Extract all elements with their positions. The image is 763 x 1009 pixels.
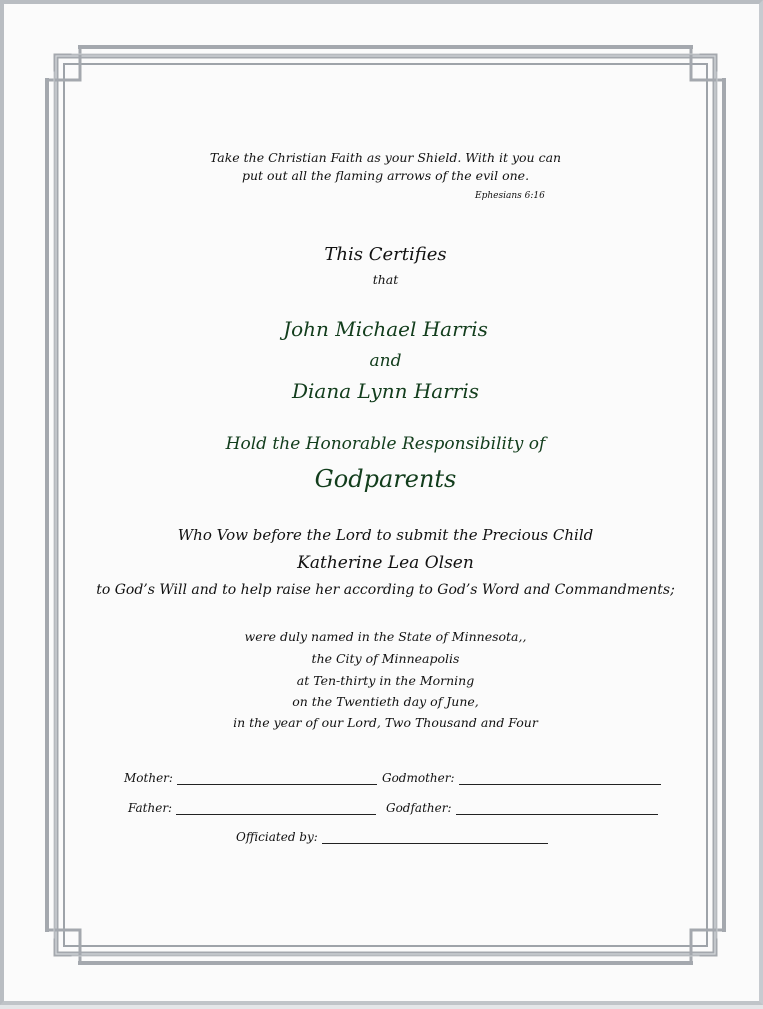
godparent-name-2: Diana Lynn Harris <box>291 379 479 403</box>
child-name: Katherine Lea Olsen <box>297 553 474 573</box>
verse-citation: Ephesians 6:16 <box>475 191 545 201</box>
mother-label: Mother: <box>124 771 173 785</box>
detail-city: the City of Minneapolis <box>311 651 460 666</box>
godmother-signature-line <box>459 772 661 785</box>
father-signature <box>128 801 376 815</box>
godfather-label: Godfather: <box>386 801 452 815</box>
vow-line-1: Who Vow before the Lord to submit the Precious Child <box>177 526 594 544</box>
officiant-signature-line <box>322 831 548 844</box>
certifies-that: that <box>372 272 399 287</box>
detail-time: at Ten-thirty in the Morning <box>296 673 475 688</box>
godmother-signature <box>382 771 661 785</box>
verse-line-2: put out all the flaming arrows of the evil one. <box>241 168 530 183</box>
godfather-signature <box>386 801 658 815</box>
certifies-heading: This Certifies <box>324 244 447 265</box>
detail-year: in the year of our Lord, Two Thousand and Four <box>233 715 538 730</box>
detail-state: were duly named in the State of Minnesota,, <box>244 629 527 644</box>
godparent-name-1: John Michael Harris <box>283 317 488 341</box>
officiant-signature <box>236 830 548 844</box>
godmother-label: Godmother: <box>382 771 455 785</box>
mother-signature <box>124 771 377 785</box>
vow-line-2: to God’s Will and to help raise her according to God’s Word and Commandments; <box>96 582 675 598</box>
godparents-title: Godparents <box>314 465 457 493</box>
godfather-signature-line <box>456 802 658 815</box>
verse-line-1: Take the Christian Faith as your Shield. With it you can <box>209 150 562 165</box>
father-label: Father: <box>128 801 173 815</box>
mother-signature-line <box>177 772 377 785</box>
responsibility-line: Hold the Honorable Responsibility of <box>225 434 546 454</box>
officiant-label: Officiated by: <box>236 830 318 844</box>
father-signature-line <box>176 802 376 815</box>
godparent-and: and <box>369 351 402 371</box>
detail-date: on the Twentieth day of June, <box>292 694 479 709</box>
